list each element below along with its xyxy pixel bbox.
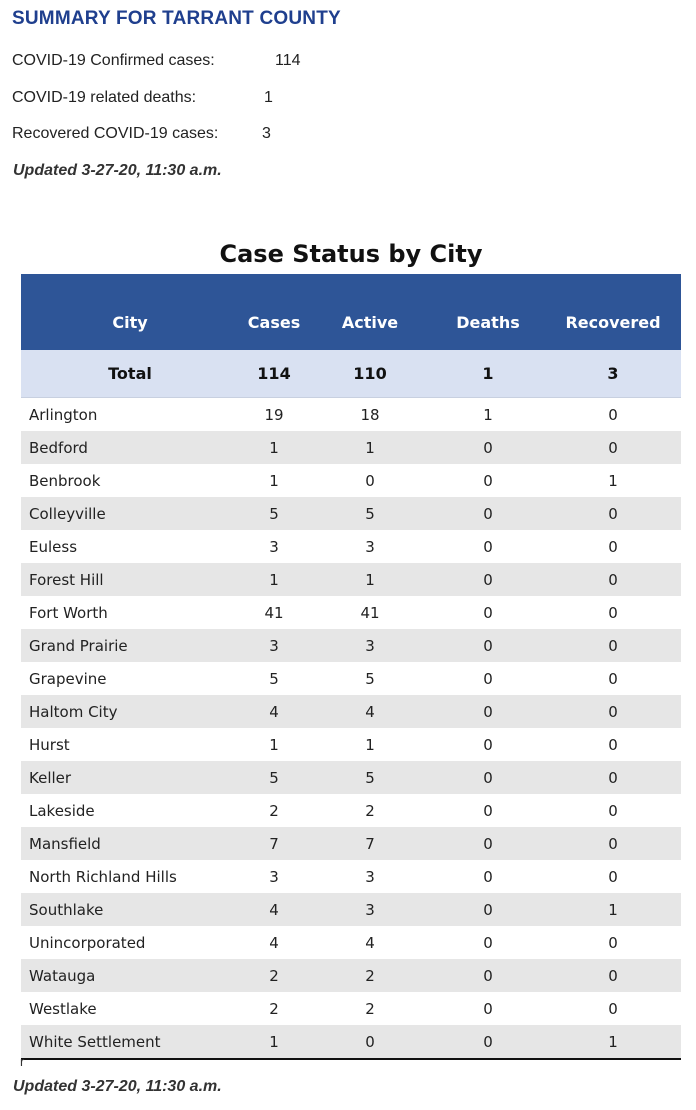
cell-cases: 1 [239,464,309,497]
cell-deaths: 0 [431,596,545,629]
cell-cases: 4 [239,695,309,728]
table-row [21,497,681,530]
stat-confirmed-value: 114 [275,52,301,69]
cell-deaths: 0 [431,959,545,992]
cell-active: 5 [309,761,431,794]
cell-active: 4 [309,926,431,959]
cell-city: Lakeside [21,794,239,827]
table-row [21,596,681,629]
cell-city: Southlake [21,893,239,926]
cell-deaths: 0 [431,662,545,695]
table-row [21,695,681,728]
cell-recovered: 0 [545,992,681,1025]
cell-deaths: 1 [431,398,545,432]
table-row [21,860,681,893]
cell-deaths: 0 [431,431,545,464]
stat-deaths-label: COVID-19 related deaths: [12,89,197,106]
cell-active: 2 [309,794,431,827]
table-row [21,761,681,794]
cell-active: 7 [309,827,431,860]
case-status-table [21,274,681,1060]
table-row [21,563,681,596]
cell-city: Grapevine [21,662,239,695]
cell-active: 3 [309,530,431,563]
cell-deaths: 0 [431,728,545,761]
cell-city: Unincorporated [21,926,239,959]
cell-active: 5 [309,662,431,695]
cell-active: 4 [309,695,431,728]
table-total-row [21,350,681,398]
cell-active: 5 [309,497,431,530]
cell-cases: 7 [239,827,309,860]
cell-deaths: 0 [431,926,545,959]
cell-cases: 1 [239,728,309,761]
cell-deaths: 0 [431,464,545,497]
cell-city: Grand Prairie [21,629,239,662]
cell-cases: 5 [239,761,309,794]
total-cases: 114 [239,350,309,398]
cell-active: 2 [309,992,431,1025]
cell-recovered: 0 [545,629,681,662]
cell-cases: 3 [239,629,309,662]
cell-cases: 5 [239,497,309,530]
table-header-row [21,274,681,350]
table-row [21,464,681,497]
table-row [21,728,681,761]
table-row [21,893,681,926]
table-row [21,827,681,860]
cell-active: 0 [309,464,431,497]
stat-recovered-value: 3 [262,125,271,142]
cell-city: Hurst [21,728,239,761]
column-header-city: City [21,274,239,350]
cell-city: Watauga [21,959,239,992]
cell-recovered: 0 [545,860,681,893]
table-row [21,959,681,992]
cell-city: North Richland Hills [21,860,239,893]
cell-active: 3 [309,629,431,662]
table-row [21,530,681,563]
cell-cases: 3 [239,530,309,563]
column-header-active: Active [309,274,431,350]
cell-city: Benbrook [21,464,239,497]
cell-cases: 1 [239,431,309,464]
cell-city: White Settlement [21,1025,239,1059]
cell-deaths: 0 [431,629,545,662]
cell-active: 3 [309,860,431,893]
cell-city: Colleyville [21,497,239,530]
cell-recovered: 0 [545,662,681,695]
stat-confirmed-label: COVID-19 Confirmed cases: [12,52,215,69]
cell-recovered: 0 [545,728,681,761]
updated-timestamp-bottom: Updated 3-27-20, 11:30 a.m. [13,1078,222,1095]
total-label: Total [21,350,239,398]
cell-active: 0 [309,1025,431,1059]
cell-city: Bedford [21,431,239,464]
cell-deaths: 0 [431,827,545,860]
cell-recovered: 0 [545,761,681,794]
cell-city: Fort Worth [21,596,239,629]
table-row [21,1025,681,1059]
cell-deaths: 0 [431,563,545,596]
table-row [21,398,681,432]
cell-city: Keller [21,761,239,794]
total-active: 110 [309,350,431,398]
cell-deaths: 0 [431,761,545,794]
column-header-cases: Cases [239,274,309,350]
cell-cases: 19 [239,398,309,432]
cell-recovered: 0 [545,431,681,464]
cell-deaths: 0 [431,530,545,563]
table-row [21,629,681,662]
cell-city: Haltom City [21,695,239,728]
cell-cases: 4 [239,926,309,959]
stat-recovered-label: Recovered COVID-19 cases: [12,125,219,142]
cell-cases: 4 [239,893,309,926]
cell-city: Arlington [21,398,239,432]
cell-active: 1 [309,431,431,464]
table-row [21,431,681,464]
cell-recovered: 0 [545,398,681,432]
cell-city: Euless [21,530,239,563]
cell-cases: 2 [239,794,309,827]
cell-recovered: 0 [545,959,681,992]
cell-cases: 3 [239,860,309,893]
cell-active: 2 [309,959,431,992]
cell-cases: 2 [239,959,309,992]
cell-deaths: 0 [431,860,545,893]
table-row [21,794,681,827]
cell-active: 1 [309,728,431,761]
cell-city: Westlake [21,992,239,1025]
updated-timestamp-top: Updated 3-27-20, 11:30 a.m. [13,162,222,179]
cell-city: Forest Hill [21,563,239,596]
cell-active: 41 [309,596,431,629]
cell-cases: 2 [239,992,309,1025]
cell-deaths: 0 [431,794,545,827]
cell-cases: 5 [239,662,309,695]
cell-deaths: 0 [431,992,545,1025]
table-title: Case Status by City [219,240,483,268]
cell-cases: 41 [239,596,309,629]
table-row [21,926,681,959]
column-header-recovered: Recovered [545,274,681,350]
cell-recovered: 0 [545,827,681,860]
cell-active: 1 [309,563,431,596]
stat-deaths-value: 1 [264,89,273,106]
cell-recovered: 1 [545,1025,681,1059]
table-row [21,662,681,695]
cell-deaths: 0 [431,893,545,926]
cell-recovered: 0 [545,530,681,563]
cell-recovered: 0 [545,926,681,959]
cell-recovered: 0 [545,497,681,530]
total-recovered: 3 [545,350,681,398]
cell-deaths: 0 [431,1025,545,1059]
cell-city: Mansfield [21,827,239,860]
total-deaths: 1 [431,350,545,398]
cell-cases: 1 [239,563,309,596]
cell-recovered: 0 [545,794,681,827]
cell-active: 18 [309,398,431,432]
footnote-mark: r [20,1054,25,1069]
summary-title: SUMMARY FOR TARRANT COUNTY [12,8,341,29]
cell-recovered: 0 [545,596,681,629]
cell-deaths: 0 [431,497,545,530]
cell-recovered: 0 [545,563,681,596]
cell-recovered: 1 [545,893,681,926]
cell-recovered: 1 [545,464,681,497]
column-header-deaths: Deaths [431,274,545,350]
cell-recovered: 0 [545,695,681,728]
cell-active: 3 [309,893,431,926]
cell-deaths: 0 [431,695,545,728]
table-row [21,992,681,1025]
cell-cases: 1 [239,1025,309,1059]
